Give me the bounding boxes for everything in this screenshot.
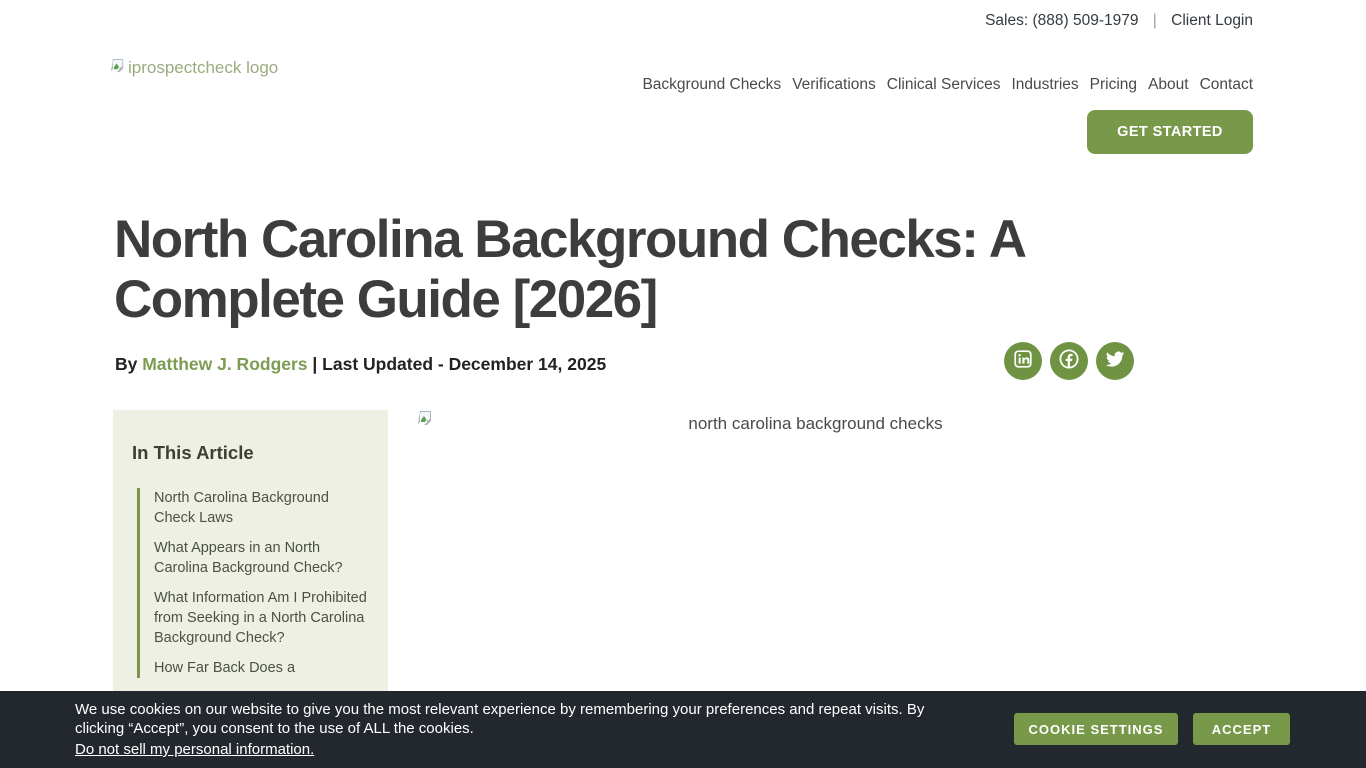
client-login-link[interactable]: Client Login (1171, 12, 1253, 30)
facebook-share-button[interactable] (1050, 342, 1088, 380)
toc-heading: In This Article (132, 442, 254, 463)
cookie-settings-button[interactable]: COOKIE SETTINGS (1014, 713, 1178, 745)
toc-item-how-far-back[interactable]: How Far Back Does a (154, 660, 296, 676)
nav-about[interactable]: About (1148, 76, 1189, 93)
broken-image-icon (418, 410, 433, 425)
nav-clinical-services[interactable]: Clinical Services (886, 76, 1001, 93)
toc-item-what-appears[interactable]: What Appears in an North Carolina Background Check? (154, 540, 343, 576)
social-share-buttons (1004, 342, 1134, 380)
get-started-button[interactable]: GET STARTED (1087, 110, 1253, 154)
utility-bar (985, 12, 1253, 30)
nav-background-checks[interactable]: Background Checks (642, 76, 782, 93)
nav-industries[interactable]: Industries (1011, 76, 1079, 93)
separator: | (1152, 12, 1157, 29)
broken-image-icon (111, 58, 126, 73)
author-link[interactable]: Matthew J. Rodgers (142, 354, 308, 374)
hero-image-alt-text: north carolina background checks (688, 414, 943, 433)
linkedin-icon (1013, 349, 1033, 374)
byline (115, 354, 606, 375)
byline-suffix: | Last Updated - December 14, 2025 (307, 354, 607, 374)
do-not-sell-link[interactable]: Do not sell my personal information. (75, 741, 315, 758)
logo[interactable] (111, 58, 278, 78)
linkedin-share-button[interactable] (1004, 342, 1042, 380)
byline-prefix: By (115, 354, 143, 374)
sales-phone[interactable]: Sales: (888) 509-1979 (985, 12, 1139, 29)
page-title: North Carolina Background Checks: A Complete Guide [2026] (114, 210, 1024, 329)
toc-item-nc-background-check-laws[interactable]: North Carolina Background Check Laws (154, 490, 329, 526)
hero-image-placeholder (418, 409, 1153, 434)
logo-alt-text: iprospectcheck logo (128, 58, 279, 77)
cookie-consent-banner (0, 691, 1366, 768)
twitter-share-button[interactable] (1096, 342, 1134, 380)
facebook-icon (1058, 348, 1080, 375)
main-nav (642, 76, 1253, 94)
toc-list (137, 488, 368, 678)
nav-verifications[interactable]: Verifications (792, 76, 876, 93)
toc-item-prohibited-information[interactable]: What Information Am I Prohibited from Seeking in a North Carolina Background Check? (154, 590, 367, 646)
accept-cookies-button[interactable]: ACCEPT (1193, 713, 1290, 745)
cookie-message: We use cookies on our website to give you the most relevant experience by remembering your preferences and repeat visits. By clicking “Accept”, you consent to the use of ALL the cookies. (75, 701, 925, 737)
nav-pricing[interactable]: Pricing (1089, 76, 1138, 93)
nav-contact[interactable]: Contact (1199, 76, 1253, 93)
twitter-icon (1104, 348, 1126, 375)
